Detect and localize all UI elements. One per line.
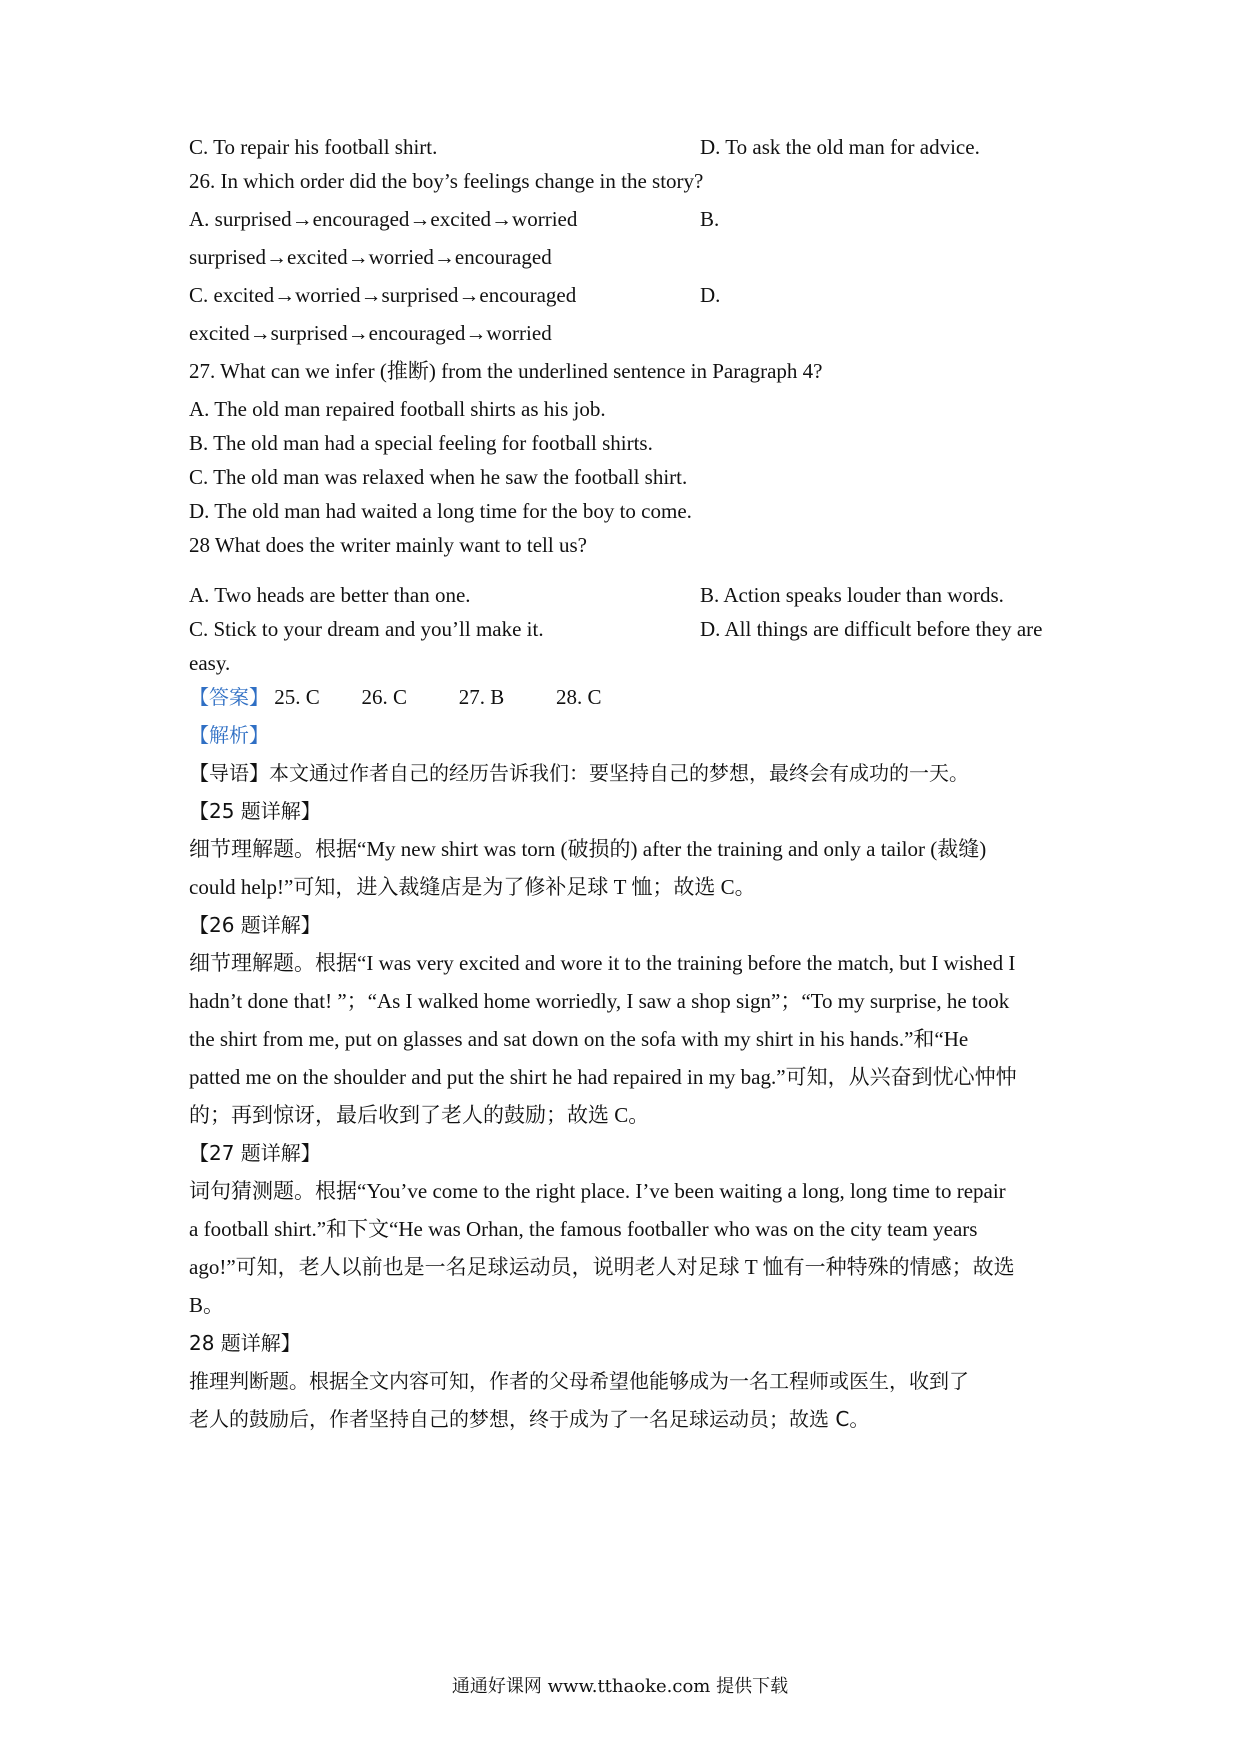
analysis-label: 【解析】 — [189, 723, 269, 747]
detail-26-line: 的；再到惊讶，最后收到了老人的鼓励；故选 C。 — [189, 1103, 650, 1127]
answer-25: 25. C — [274, 685, 320, 709]
q27-option-d: D. The old man had waited a long time for the boy to come. — [189, 499, 692, 523]
detail-25-line: could help!”可知，进入裁缝店是为了修补足球 T 恤；故选 C。 — [189, 875, 756, 899]
detail-27-line: a football shirt.”和下文“He was Orhan, the famous footballer who was on the city team years — [189, 1217, 978, 1241]
q25-option-c: C. To repair his football shirt. — [189, 135, 438, 159]
q28-option-d: D. All things are difficult before they are — [700, 617, 1043, 641]
answer-26: 26. C — [361, 685, 408, 709]
q26-option-c: C. excited→worried→surprised→encouraged — [189, 283, 577, 307]
answer-row — [189, 683, 602, 711]
q26-option-b-text: surprised→excited→worried→encouraged — [189, 245, 552, 269]
detail-26-heading: 【26 题详解】 — [189, 913, 321, 937]
q28-option-b: B. Action speaks louder than words. — [700, 583, 1004, 607]
detail-25-heading: 【25 题详解】 — [189, 799, 321, 823]
detail-26-line: hadn’t done that! ”；“As I walked home worriedly, I saw a shop sign”；“To my surprise, he took — [189, 989, 1010, 1013]
q28-option-c: C. Stick to your dream and you’ll make it. — [189, 617, 544, 641]
q28-question: 28 What does the writer mainly want to tell us? — [189, 533, 587, 557]
q27-option-c: C. The old man was relaxed when he saw the football shirt. — [189, 465, 688, 489]
q26-option-b-letter: B. — [700, 207, 720, 231]
detail-28-heading: 28 题详解】 — [189, 1331, 301, 1355]
answer-28: 28. C — [556, 685, 602, 709]
footer-watermark: 通通好课网 www.tthaoke.com 提供下载 — [451, 1676, 789, 1697]
detail-27-line: ago!”可知，老人以前也是一名足球运动员，说明老人对足球 T 恤有一种特殊的情感；故选 — [189, 1255, 1015, 1279]
detail-26-line: the shirt from me, put on glasses and sat down on the sofa with my shirt in his hands.”和“He — [189, 1027, 969, 1051]
answer-27: 27. B — [458, 685, 505, 709]
detail-26-line: 细节理解题。根据“I was very excited and wore it to the training before the match, but I wished I — [189, 951, 1016, 975]
q27-option-a: A. The old man repaired football shirts as his job. — [189, 397, 606, 421]
q26-question: 26. In which order did the boy’s feelings change in the story? — [189, 169, 704, 193]
q26-option-a: A. surprised→encouraged→excited→worried — [189, 207, 578, 231]
q26-option-d-text: excited→surprised→encouraged→worried — [189, 321, 552, 345]
answer-label: 【答案】 — [189, 685, 269, 709]
intro-line: 【导语】本文通过作者自己的经历告诉我们：要坚持自己的梦想，最终会有成功的一天。 — [189, 761, 969, 785]
detail-27-line: 词句猜测题。根据“You’ve come to the right place. I’ve been waiting a long, long time to repair — [189, 1179, 1006, 1203]
q28-option-a: A. Two heads are better than one. — [189, 583, 471, 607]
detail-28-line: 老人的鼓励后，作者坚持自己的梦想，终于成为了一名足球运动员；故选 C。 — [189, 1407, 870, 1431]
q28-option-d-continued: easy. — [189, 651, 231, 675]
detail-27-line: B。 — [189, 1293, 225, 1317]
detail-25-line: 细节理解题。根据“My new shirt was torn (破损的) after the training and only a tailor (裁缝) — [189, 837, 987, 861]
q27-question: 27. What can we infer (推断) from the underlined sentence in Paragraph 4? — [189, 359, 823, 383]
q27-option-b: B. The old man had a special feeling for football shirts. — [189, 431, 653, 455]
detail-26-line: patted me on the shoulder and put the shirt he had repaired in my bag.”可知，从兴奋到忧心忡忡 — [189, 1065, 1017, 1089]
detail-28-line: 推理判断题。根据全文内容可知，作者的父母希望他能够成为一名工程师或医生，收到了 — [189, 1369, 969, 1393]
q26-option-d-letter: D. — [700, 283, 721, 307]
detail-27-heading: 【27 题详解】 — [189, 1141, 321, 1165]
q25-option-d: D. To ask the old man for advice. — [700, 135, 980, 159]
